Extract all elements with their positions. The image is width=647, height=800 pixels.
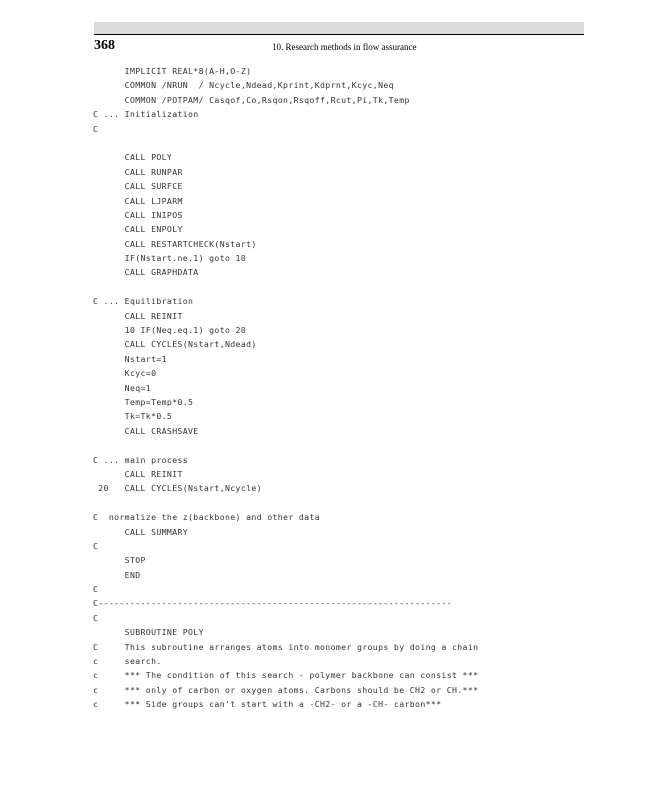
code-line: C — [93, 584, 99, 595]
code-line: COMMON /POTPAM/ Casqof,Co,Rsqon,Rsqoff,Rcut,Pi,Tk,Temp — [93, 94, 410, 105]
code-line: c search. — [93, 656, 162, 667]
code-line: STOP — [93, 555, 146, 566]
code-listing — [93, 64, 478, 712]
code-line: CALL INIPOS — [93, 209, 183, 220]
code-line: CALL RUNPAR — [93, 166, 183, 177]
code-line: CALL GRAPHDATA — [93, 267, 199, 278]
code-line: Neq=1 — [93, 382, 152, 393]
code-line: SUBROUTINE POLY — [93, 627, 204, 638]
code-line: c *** Side groups can't start with a -CH2- or a -CH- carbon*** — [93, 699, 442, 710]
code-line: C ... Equilibration — [93, 296, 194, 307]
code-line: CALL SURFCE — [93, 181, 183, 192]
code-line — [93, 136, 478, 150]
code-line: C normalize the z(backbone) and other data — [93, 512, 321, 523]
code-line: C — [93, 612, 99, 623]
code-line: C ... Initialization — [93, 109, 199, 120]
code-line: Kcyc=0 — [93, 368, 157, 379]
code-line: c *** The condition of this search - polymer backbone can consist *** — [93, 670, 479, 681]
code-line — [93, 438, 478, 452]
code-line: CALL REINIT — [93, 468, 183, 479]
code-line — [93, 280, 478, 294]
code-line: CALL CYCLES(Nstart,Ndead) — [93, 339, 257, 350]
code-line: CALL LJPARM — [93, 195, 183, 206]
code-line: CALL SUMMARY — [93, 526, 189, 537]
code-line: C — [93, 540, 99, 551]
header-rule — [94, 34, 584, 35]
code-line: IF(Nstart.ne.1) goto 10 — [93, 253, 247, 264]
code-line: 20 CALL CYCLES(Nstart,Ncycle) — [93, 483, 262, 494]
code-line: C------------------------------------------------------------------- — [93, 598, 452, 609]
code-line: C — [93, 123, 99, 134]
code-line: CALL POLY — [93, 152, 173, 163]
code-line: C This subroutine arranges atoms into monomer groups by doing a chain — [93, 641, 479, 652]
page-number: 368 — [94, 38, 115, 53]
header-band — [94, 22, 584, 34]
code-line: CALL REINIT — [93, 310, 183, 321]
code-line: CALL RESTARTCHECK(Nstart) — [93, 238, 257, 249]
code-line: CALL ENPOLY — [93, 224, 183, 235]
code-line: C ... main process — [93, 454, 189, 465]
code-line: Nstart=1 — [93, 353, 167, 364]
code-line: 10 IF(Neq.eq.1) goto 20 — [93, 325, 247, 336]
code-line: Temp=Temp*0.5 — [93, 396, 194, 407]
code-line: END — [93, 569, 141, 580]
code-line: c *** only of carbon or oxygen atoms. Carbons should be CH2 or CH.*** — [93, 684, 479, 695]
running-head: 10. Research methods in flow assurance — [272, 42, 417, 52]
code-line: COMMON /NRUN / Ncycle,Ndead,Kprint,Kdprnt,Kcyc,Neq — [93, 80, 394, 91]
code-line: Tk=Tk*0.5 — [93, 411, 173, 422]
code-line: CALL CRASHSAVE — [93, 425, 199, 436]
code-line: IMPLICIT REAL*8(A-H,O-Z) — [93, 66, 252, 76]
code-line — [93, 496, 478, 510]
